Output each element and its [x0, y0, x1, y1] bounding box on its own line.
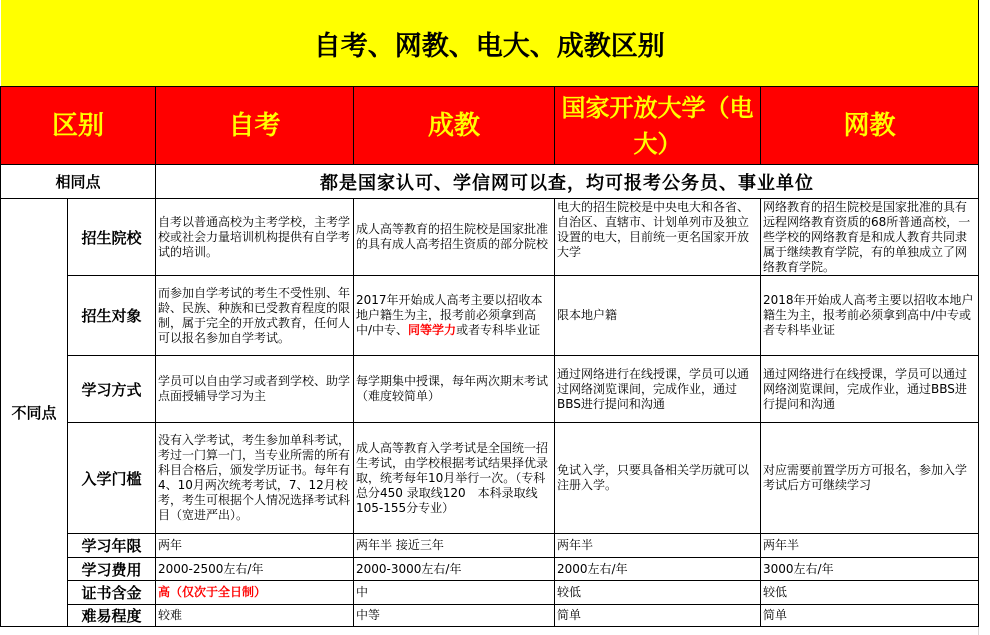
cell-target-wangjiao: 2018年开始成人高考主要以招收本地户籍生为主，报考前必须拿到高中/中专或者专科毕业证: [761, 276, 979, 356]
cell-years-chengjiao: 两年半 接近三年: [354, 534, 555, 558]
row-label-years: 学习年限: [68, 534, 156, 558]
cell-threshold-wangjiao: 对应需要前置学历方可报名，参加入学考试后方可继续学习: [761, 423, 979, 534]
header-col-zikao: 自考: [156, 87, 354, 165]
row-label-gold: 证书含金: [68, 581, 156, 605]
row-label-institution: 招生院校: [68, 199, 156, 276]
header-col-wangjiao: 网教: [761, 87, 979, 165]
row-label-target: 招生对象: [68, 276, 156, 356]
cell-cost-chengjiao: 2000-3000左右/年: [354, 558, 555, 581]
cell-target-zikao: 而参加自学考试的考生不受性别、年龄、民族、种族和已受教育程度的限制，属于完全的开放式教育，任何人可以报名参加自学考试。: [156, 276, 354, 356]
page-title: 自考、网教、电大、成教区别: [1, 0, 979, 87]
cell-institution-wangjiao: 网络教育的招生院校是国家批准的具有远程网络教育资质的68所普通高校，一些学校的网络教育是和成人教育共同隶属于继续教育学院，有的单独成立了网络教育学院。: [761, 199, 979, 276]
cell-institution-zikao: 自考以普通高校为主考学校，主考学校或社会力量培训机构提供有自学考试的培训。: [156, 199, 354, 276]
cell-institution-chengjiao: 成人高等教育的招生院校是国家批准的具有成人高考招生资质的部分院校: [354, 199, 555, 276]
cell-target-dianda: 限本地户籍: [555, 276, 761, 356]
row-label-difficulty: 难易程度: [68, 605, 156, 627]
cell-difficulty-dianda: 简单: [555, 605, 761, 627]
header-col-chengjiao: 成教: [354, 87, 555, 165]
row-target: [1, 276, 979, 356]
cell-difficulty-zikao: 较难: [156, 605, 354, 627]
cell-gold-wangjiao: 较低: [761, 581, 979, 605]
target-chengjiao-text-a: 2017年开始成人高考主要以招收本地户籍生为主，报考前必须拿到高中/中专、: [356, 293, 543, 337]
cell-years-dianda: 两年半: [555, 534, 761, 558]
diff-label: 不同点: [1, 199, 68, 627]
same-label: 相同点: [1, 165, 156, 199]
cell-method-wangjiao: 通过网络进行在线授课，学员可以通过网络浏览课间，完成作业，通过BBS进行提问和沟通: [761, 356, 979, 423]
same-text: 都是国家认可、学信网可以查，均可报考公务员、事业单位: [156, 165, 979, 199]
same-row: [1, 165, 979, 199]
sheet-edge: [978, 0, 990, 635]
cell-threshold-chengjiao: 成人高等教育入学考试是全国统一招生考试，由学校根据考试结果择优录取，统考每年10月举行一次。（专科总分450 录取线120 本科录取线105-155分专业）: [354, 423, 555, 534]
row-cost: [1, 558, 979, 581]
row-difficulty: [1, 605, 979, 627]
row-years: [1, 534, 979, 558]
cell-difficulty-wangjiao: 简单: [761, 605, 979, 627]
cell-institution-dianda: 电大的招生院校是中央电大和各省、自治区、直辖市、计划单列市及独立设置的电大，目前统一更名国家开放大学: [555, 199, 761, 276]
target-chengjiao-text-b: 或者专科毕业证: [456, 323, 541, 337]
row-label-cost: 学习费用: [68, 558, 156, 581]
row-threshold: [1, 423, 979, 534]
cell-method-zikao: 学员可以自由学习或者到学校、助学点面授辅导学习为主: [156, 356, 354, 423]
cell-cost-wangjiao: 3000左右/年: [761, 558, 979, 581]
cell-method-dianda: 通过网络进行在线授课，学员可以通过网络浏览课间，完成作业，通过BBS进行提问和沟通: [555, 356, 761, 423]
cell-difficulty-chengjiao: 中等: [354, 605, 555, 627]
header-col-dianda: 国家开放大学（电大）: [555, 87, 761, 165]
cell-method-chengjiao: 每学期集中授课，每年两次期末考试（难度较简单）: [354, 356, 555, 423]
cell-cost-dianda: 2000左右/年: [555, 558, 761, 581]
cell-threshold-dianda: 免试入学，只要具备相关学历就可以注册入学。: [555, 423, 761, 534]
header-label: 区别: [1, 87, 156, 165]
header-row: [1, 87, 979, 165]
cell-target-chengjiao: [354, 276, 555, 356]
row-label-threshold: 入学门槛: [68, 423, 156, 534]
row-method: [1, 356, 979, 423]
cell-cost-zikao: 2000-2500左右/年: [156, 558, 354, 581]
row-gold: [1, 581, 979, 605]
title-row: [1, 0, 979, 87]
row-label-method: 学习方式: [68, 356, 156, 423]
cell-years-zikao: 两年: [156, 534, 354, 558]
cell-gold-dianda: 较低: [555, 581, 761, 605]
target-chengjiao-highlight: 同等学力: [408, 323, 457, 337]
cell-threshold-zikao: 没有入学考试，考生参加单科考试，考过一门算一门，当专业所需的所有科目合格后，颁发学历证书。每年有4、10月两次统考考试，7、12月校考，考生可根据个人情况选择考试科目（宽进严出）。: [156, 423, 354, 534]
cell-years-wangjiao: 两年半: [761, 534, 979, 558]
row-institution: [1, 199, 979, 276]
cell-gold-zikao: 高（仅次于全日制）: [156, 581, 354, 605]
cell-gold-chengjiao: 中: [354, 581, 555, 605]
